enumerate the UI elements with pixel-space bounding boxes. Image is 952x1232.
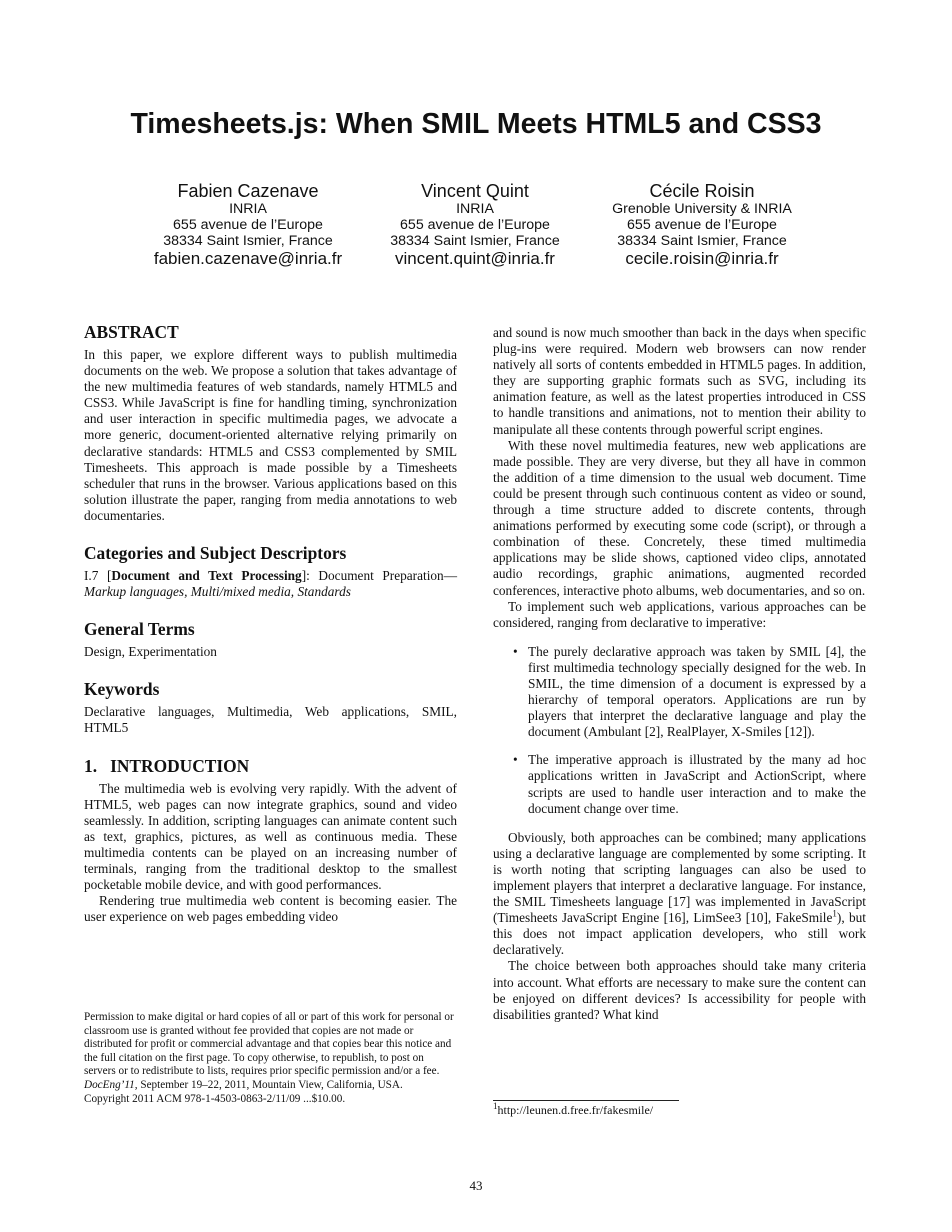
general-terms-text: Design, Experimentation: [84, 644, 217, 660]
paragraph-text: Obviously, both approaches can be combined; many applications using a declarative language are complemented by some scripting. It is worth noting that scripting languages can also be used to implement players that interpret a declarative language. For instance, the SMIL Timesheets language [17] was implemented in JavaScript (Timesheets JavaScript Engine [16], LimSee3 [10], FakeSmile: [493, 829, 866, 926]
approach-list: [493, 644, 866, 817]
author-address: 655 avenue de l’Europe: [173, 217, 323, 233]
footnote-mark: 1: [493, 1101, 498, 1111]
body-paragraph: [493, 830, 866, 959]
footnote-divider: [493, 1100, 679, 1101]
author-email: cecile.roisin@inria.fr: [625, 249, 779, 268]
list-item: • The imperative approach is illustrated by the many ad hoc applications written in JavaScript and ActionScript, where scripts are used to handle user interaction and to make the document change over time.: [493, 752, 866, 816]
general-terms-heading: General Terms: [84, 619, 195, 640]
categories-text: [84, 568, 457, 600]
author-name: Vincent Quint: [421, 181, 529, 201]
left-column: [84, 321, 457, 925]
author-block-1: [128, 181, 368, 268]
author-name: Fabien Cazenave: [177, 181, 319, 201]
page-number: 43: [469, 1178, 483, 1193]
venue-line: [84, 1079, 457, 1093]
categories-heading: Categories and Subject Descriptors: [84, 543, 347, 564]
body-paragraph: With these novel multimedia features, new web applications are made possible. They are very diverse, but they all have in common the addition of a time dimension to the usual web document. Time could be present through such continuous content as video or sound, through a time structure added to discrete contents, through animations performed by executing some code (script), or through a combination of these. Concretely, these timed multimedia applications may be slide shows, captioned video clips, annotated audio recordings, graphic animations, augmented recorded conferences, interactive photo albums, web documentaries, and so on.: [493, 437, 866, 598]
author-affiliation: INRIA: [229, 201, 267, 217]
author-block-2: [355, 181, 595, 268]
venue-details: September 19–22, 2011, Mountain View, California, USA.: [137, 1078, 403, 1091]
body-paragraph: and sound is now much smoother than back in the days when specific plug-ins were required. Modern web browsers can now render natively all sorts of contents embedded in HTML5 pages. In addition, they are supporting graphic formats such as SVG, including its animation feature, as well as the latest properties introduced in CSS to handle transitions and animations, not to mention their ability to manipulate all these contents through powerful script engines.: [493, 325, 866, 437]
permission-text: Permission to make digital or hard copies of all or part of this work for personal or classroom use is granted without fee provided that copies are not made or distributed for profit or commercial advantage and that copies bear this notice and the full citation on the first page. To copy otherwise, to republish, to post on servers or to redistribute to lists, requires prior specific permission and/or a fee.: [84, 1011, 454, 1078]
author-city: 38334 Saint Ismier, France: [617, 233, 787, 249]
author-affiliation: Grenoble University & INRIA: [612, 201, 792, 217]
paper-title: Timesheets.js: When SMIL Meets HTML5 and CSS3: [130, 108, 822, 140]
permission-notice: [84, 1011, 457, 1106]
body-paragraph: The choice between both approaches should take many criteria into account. What efforts are necessary to make sure the content can be enjoyed on different devices? Is accessibility for people with disabilities granted? What kind: [493, 958, 866, 1022]
intro-paragraph-2: Rendering true multimedia web content is becoming easier. The user experience on web pages embedding video: [84, 893, 457, 925]
categories-italic: Markup languages, Multi/mixed media, Standards: [84, 584, 351, 600]
author-affiliation: INRIA: [456, 201, 494, 217]
paragraph-text: ), but this does not impact application developers, who still work declaratively.: [493, 910, 866, 958]
author-address: 655 avenue de l’Europe: [627, 217, 777, 233]
author-block-3: [582, 181, 822, 268]
abstract-text: In this paper, we explore different ways to publish multimedia documents on the web. We propose a solution that takes advantage of the new multimedia features of web standards, namely HTML5 and CSS3. While JavaScript is fine for handling timing, synchronization and user interaction in specific multimedia pages, we advocate a more generic, document-oriented alternative relying primarily on declarative standards: HTML5 and CSS3 complemented by SMIL Timesheets. This approach is made possible by a Timesheets scheduler that runs in the browser. Various applications based on this solution illustrate the paper, ranging from media annotations to web documentaries.: [84, 347, 457, 523]
author-city: 38334 Saint Ismier, France: [390, 233, 560, 249]
author-city: 38334 Saint Ismier, France: [163, 233, 333, 249]
author-address: 655 avenue de l’Europe: [400, 217, 550, 233]
categories-bold: Document and Text Processing: [111, 568, 302, 584]
copyright-line: Copyright 2011 ACM 978-1-4503-0863-2/11/09 ...$10.00.: [84, 1092, 346, 1105]
right-column: [493, 325, 866, 1023]
author-email: vincent.quint@inria.fr: [395, 249, 555, 268]
categories-code: I.7 [: [84, 568, 112, 584]
keywords-text: Declarative languages, Multimedia, Web applications, SMIL, HTML5: [84, 704, 457, 736]
abstract-heading: ABSTRACT: [84, 322, 179, 342]
body-paragraph: To implement such web applications, various approaches can be considered, ranging from declarative to imperative:: [493, 598, 866, 630]
intro-paragraph-1: The multimedia web is evolving very rapidly. With the advent of HTML5, web pages can now integrate graphics, sound and video seamlessly. In addition, scripting languages can animate content such as text, graphics, pictures, as well as continuous media. These multimedia contents can be played on an increasing number of terminals, ranging from the traditional desktop to the smallest pocketable mobile device, and with good performances.: [84, 780, 457, 893]
venue-name: DocEng’11,: [84, 1078, 138, 1091]
footnote-url: http://leunen.d.free.fr/fakesmile/: [497, 1103, 654, 1117]
author-email: fabien.cazenave@inria.fr: [153, 249, 343, 268]
categories-rest: ]: Document Preparation—: [301, 568, 457, 584]
footnote-ref: 1: [832, 908, 837, 919]
keywords-heading: Keywords: [84, 679, 160, 700]
introduction-heading: 1. INTRODUCTION: [84, 755, 250, 776]
footnote: [493, 1103, 653, 1118]
author-name: Cécile Roisin: [649, 181, 755, 201]
list-item: • The purely declarative approach was taken by SMIL [4], the first multimedia technology specially designed for the web. In SMIL, the time dimension of a document is expressed by a hierarchy of temporal operators. Applications are run by players that interpret the declarative language and play the document (Ambulant [2], RealPlayer, X-Smiles [12]).: [493, 644, 866, 741]
